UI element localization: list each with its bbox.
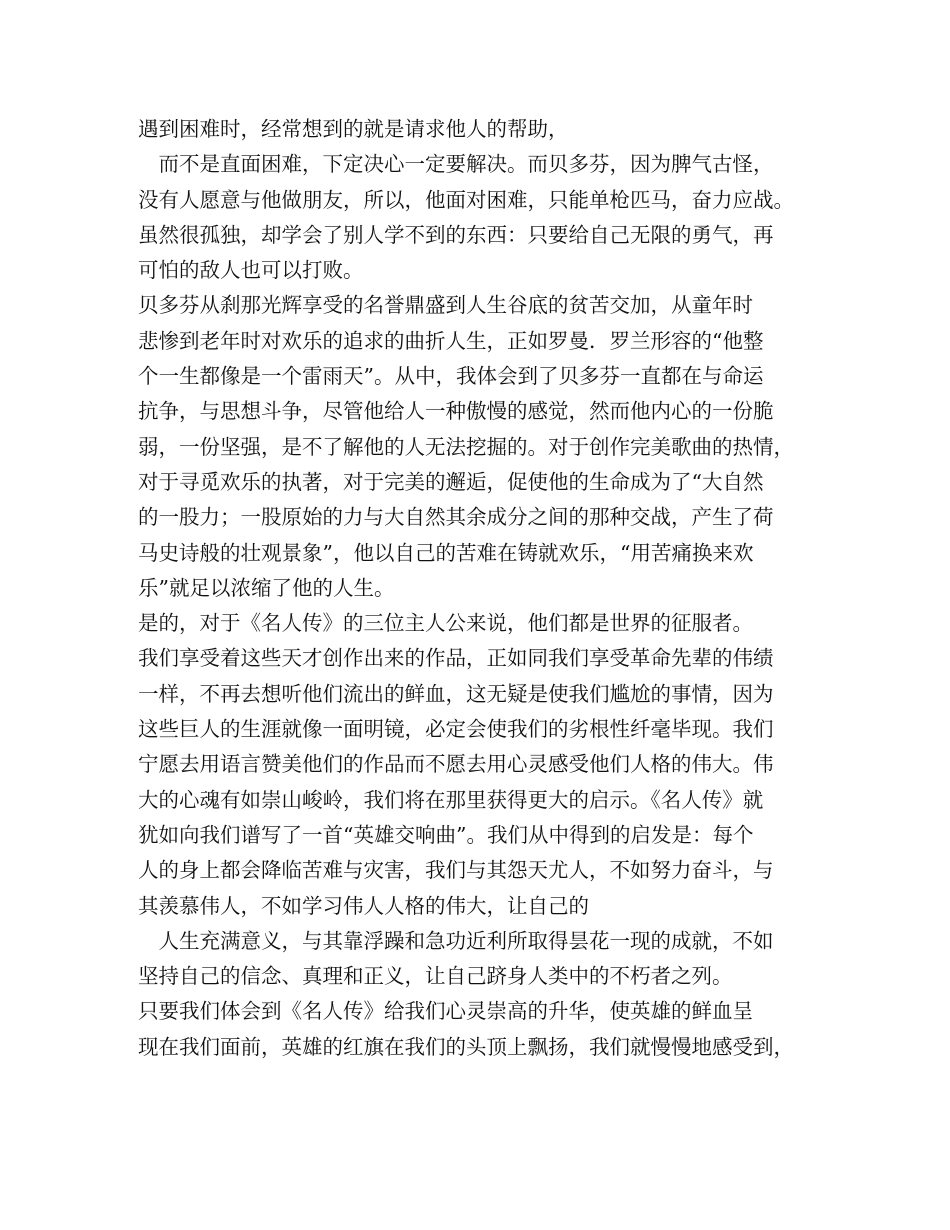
text-line: 人生充满意义，与其靠浮躁和急功近利所取得昙花一现的成就，不如	[138, 928, 774, 953]
text-line: 可怕的敌人也可以打败。	[138, 258, 364, 283]
text-line: 其羡慕伟人，不如学习伟人人格的伟大，让自己的	[138, 893, 589, 918]
text-line: 宁愿去用语言赞美他们的作品而不愿去用心灵感受他们人格的伟大。伟	[138, 752, 774, 777]
text-line: 是的，对于《名人传》的三位主人公来说，他们都是世界的征服者。	[138, 611, 753, 636]
text-line: 只要我们体会到《名人传》给我们心灵崇高的升华，使英雄的鲜血呈	[138, 999, 753, 1024]
text-line: 马史诗般的壮观景象”，他以自己的苦难在铸就欢乐，“用苦痛换来欢	[138, 540, 754, 565]
text-line: 这些巨人的生涯就像一面明镜，必定会使我们的劣根性纤毫毕现。我们	[138, 717, 774, 742]
text-line: 贝多芬从刹那光辉享受的名誉鼎盛到人生谷底的贫苦交加，从童年时	[138, 293, 753, 318]
text-line: 没有人愿意与他做朋友，所以，他面对困难，只能单枪匹马，奋力应战。	[138, 187, 794, 212]
text-line: 犹如向我们谱写了一首“英雄交响曲”。我们从中得到的启发是：每个	[138, 822, 754, 847]
text-line: 对于寻觅欢乐的执著，对于完美的邂逅，促使他的生命成为了“大自然	[138, 469, 764, 494]
text-line: 个一生都像是一个雷雨天”。从中，我体会到了贝多芬一直都在与命运	[138, 364, 764, 389]
text-line: 悲惨到老年时对欢乐的追求的曲折人生，正如罗曼．罗兰形容的“他整	[138, 328, 764, 353]
text-line: 虽然很孤独，却学会了别人学不到的东西：只要给自己无限的勇气，再	[138, 222, 774, 247]
text-line: 乐”就足以浓缩了他的人生。	[138, 575, 395, 600]
text-line: 坚持自己的信念、真理和正义，让自己跻身人类中的不朽者之列。	[138, 964, 733, 989]
text-line: 一样，不再去想听他们流出的鲜血，这无疑是使我们尴尬的事情，因为	[138, 681, 774, 706]
text-line: 我们享受着这些天才创作出来的作品，正如同我们享受革命先辈的伟绩	[138, 646, 774, 671]
text-line: 抗争，与思想斗争，尽管他给人一种傲慢的感觉，然而他内心的一份脆	[138, 399, 774, 424]
text-line: 遇到困难时，经常想到的就是请求他人的帮助，	[138, 117, 569, 141]
essay-body-text	[138, 112, 838, 1065]
text-line: 现在我们面前，英雄的红旗在我们的头顶上飘扬，我们就慢慢地感受到，	[138, 1034, 794, 1059]
text-line: 大的心魂有如崇山峻岭，我们将在那里获得更大的启示。《名人传》就	[138, 787, 764, 812]
text-line: 而不是直面困难，下定决心一定要解决。而贝多芬，因为脾气古怪，	[138, 152, 774, 177]
text-line: 弱，一份坚强，是不了解他的人无法挖掘的。对于创作完美歌曲的热情，	[138, 434, 794, 459]
text-line: 人的身上都会降临苦难与灾害，我们与其怨天尤人，不如努力奋斗，与	[138, 858, 774, 883]
text-line: 的一股力；一股原始的力与大自然其余成分之间的那种交战，产生了荷	[138, 505, 774, 530]
